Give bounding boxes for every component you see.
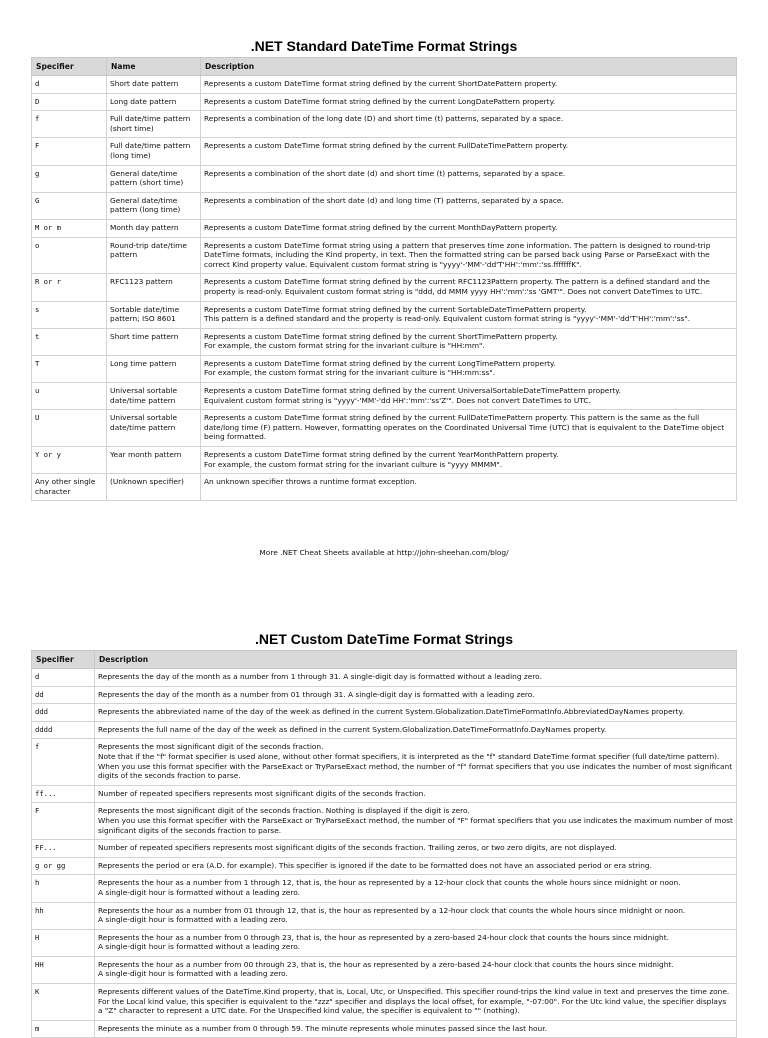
specifier-cell: Any other single character: [32, 474, 107, 501]
custom-title: .NET Custom DateTime Format Strings: [254, 631, 513, 647]
specifier-cell: t: [32, 328, 107, 355]
column-header-description: Description: [201, 58, 737, 76]
description-cell: Represents the day of the month as a number from 1 through 31. A single-digit day is formatted without a leading zero.: [95, 669, 737, 687]
description-cell: Represents a combination of the short date (d) and long time (T) patterns, separated by a space.: [201, 192, 737, 219]
description-cell: Number of repeated specifiers represents most significant digits of the seconds fraction. Trailing zeros, or two zero digits, are not displayed.: [95, 840, 737, 858]
description-cell: Represents a combination of the short date (d) and short time (t) patterns, separated by a space.: [201, 165, 737, 192]
table-row: [32, 902, 737, 929]
specifier-cell: HH: [32, 956, 95, 983]
name-cell: RFC1123 pattern: [107, 274, 201, 301]
description-cell: Represents a custom DateTime format string defined by the current MonthDayPattern property.: [201, 219, 737, 237]
name-cell: General date/time pattern (short time): [107, 165, 201, 192]
table-row: [32, 383, 737, 410]
table-row: [32, 857, 737, 875]
table-row: [32, 686, 737, 704]
specifier-cell: g or gg: [32, 857, 95, 875]
description-cell: Represents the most significant digit of the seconds fraction. Nothing is displayed if the digit is zero. When you use this format specifier with the ParseExact or TryParseExact method, the number of "F" format specifiers that you use indicates the maximum number of most significant digits of the seconds fraction to parse.: [95, 803, 737, 840]
table-row: [32, 192, 737, 219]
description-cell: Represents a custom DateTime format string defined by the current RFC1123Pattern property. The pattern is a defined standard and the property is read-only. Equivalent custom format string is "ddd, dd MMM yyyy HH':'mm':'ss 'GMT'". Does not convert DateTimes to UTC.: [201, 274, 737, 301]
specifier-cell: f: [32, 111, 107, 138]
specifier-cell: g: [32, 165, 107, 192]
specifier-cell: K: [32, 984, 95, 1021]
standard-title: .NET Standard DateTime Format Strings: [250, 38, 518, 54]
specifier-cell: m: [32, 1020, 95, 1038]
specifier-cell: T: [32, 355, 107, 382]
specifier-cell: d: [32, 76, 107, 94]
name-cell: Universal sortable date/time pattern: [107, 410, 201, 447]
specifier-cell: FF...: [32, 840, 95, 858]
description-cell: Represents a custom DateTime format string defined by the current UniversalSortableDateTimePattern property. Equivalent custom format string is "yyyy'-'MM'-'dd HH':'mm':'ss'Z'". Does not convert DateTimes to UTC.: [201, 383, 737, 410]
specifier-cell: R or r: [32, 274, 107, 301]
description-cell: Represents the hour as a number from 01 through 12, that is, the hour as represented by a 12-hour clock that counts the whole hours since midnight or noon. A single-digit hour is formatted with a leading zero.: [95, 902, 737, 929]
table-row: [32, 474, 737, 501]
table-row: [32, 138, 737, 165]
specifier-cell: u: [32, 383, 107, 410]
description-cell: Represents the full name of the day of the week as defined in the current System.Globalization.DateTimeFormatInfo.DayNames property.: [95, 721, 737, 739]
description-cell: Represents a custom DateTime format string defined by the current ShortDatePattern property.: [201, 76, 737, 94]
specifier-cell: dd: [32, 686, 95, 704]
table-row: [32, 669, 737, 687]
name-cell: Sortable date/time pattern; ISO 8601: [107, 301, 201, 328]
name-cell: General date/time pattern (long time): [107, 192, 201, 219]
column-header-specifier: Specifier: [32, 651, 95, 669]
description-cell: An unknown specifier throws a runtime format exception.: [201, 474, 737, 501]
name-cell: Round-trip date/time pattern: [107, 237, 201, 274]
table-row: [32, 165, 737, 192]
table-row: [32, 219, 737, 237]
name-cell: Month day pattern: [107, 219, 201, 237]
name-cell: Short date pattern: [107, 76, 201, 94]
name-cell: (Unknown specifier): [107, 474, 201, 501]
description-cell: Represents a custom DateTime format string defined by the current FullDateTimePattern property.: [201, 138, 737, 165]
specifier-cell: d: [32, 669, 95, 687]
table-row: [32, 93, 737, 111]
description-cell: Represents a combination of the long date (D) and short time (t) patterns, separated by a space.: [201, 111, 737, 138]
description-cell: Represents a custom DateTime format string defined by the current LongDatePattern property.: [201, 93, 737, 111]
table-row: [32, 785, 737, 803]
standard-format-table: [31, 57, 737, 501]
table-row: [32, 704, 737, 722]
description-cell: Represents the abbreviated name of the day of the week as defined in the current System.Globalization.DateTimeFormatInfo.AbbreviatedDayNames property.: [95, 704, 737, 722]
table-row: [32, 929, 737, 956]
specifier-cell: ff...: [32, 785, 95, 803]
specifier-cell: F: [32, 138, 107, 165]
table-row: [32, 76, 737, 94]
description-cell: Represents the hour as a number from 0 through 23, that is, the hour as represented by a zero-based 24-hour clock that counts the hours since midnight. A single-digit hour is formatted without a leading zero.: [95, 929, 737, 956]
table-row: [32, 410, 737, 447]
name-cell: Long time pattern: [107, 355, 201, 382]
description-cell: Represents a custom DateTime format string defined by the current YearMonthPattern property. For example, the custom format string for the invariant culture is "yyyy MMMM".: [201, 447, 737, 474]
table-row: [32, 721, 737, 739]
specifier-cell: s: [32, 301, 107, 328]
description-cell: Represents a custom DateTime format string defined by the current SortableDateTimePattern property. This pattern is a defined standard and the property is read-only. Equivalent custom format string is "yyyy'-'MM'-'dd'T'HH':'mm':'ss".: [201, 301, 737, 328]
specifier-cell: hh: [32, 902, 95, 929]
description-cell: Number of repeated specifiers represents most significant digits of the seconds fraction.: [95, 785, 737, 803]
table-row: [32, 840, 737, 858]
column-header-specifier: Specifier: [32, 58, 107, 76]
name-cell: Full date/time pattern (long time): [107, 138, 201, 165]
specifier-cell: ddd: [32, 704, 95, 722]
table-row: [32, 328, 737, 355]
footer-note: More .NET Cheat Sheets available at http://john-sheehan.com/blog/: [259, 548, 509, 557]
table-row: [32, 355, 737, 382]
description-cell: Represents the day of the month as a number from 01 through 31. A single-digit day is formatted with a leading zero.: [95, 686, 737, 704]
description-cell: Represents the minute as a number from 0 through 59. The minute represents whole minutes passed since the last hour.: [95, 1020, 737, 1038]
description-cell: Represents different values of the DateTime.Kind property, that is, Local, Utc, or Unspecified. This specifier round-trips the kind value in text and preserves the time zone. For the Local kind value, this specifier is equivalent to the "zzz" specifier and displays the local offset, for example, "-07:00". For the Utc kind value, the specifier displays a "Z" character to represent a UTC date. For the Unspecified kind value, the specifier is equivalent to "" (nothing).: [95, 984, 737, 1021]
specifier-cell: o: [32, 237, 107, 274]
specifier-cell: f: [32, 739, 95, 785]
table-row: [32, 447, 737, 474]
table-header-row: [32, 651, 737, 669]
table-row: [32, 1020, 737, 1038]
table-row: [32, 111, 737, 138]
name-cell: Full date/time pattern (short time): [107, 111, 201, 138]
specifier-cell: Y or y: [32, 447, 107, 474]
table-row: [32, 803, 737, 840]
name-cell: Year month pattern: [107, 447, 201, 474]
table-header-row: [32, 58, 737, 76]
description-cell: Represents the period or era (A.D. for example). This specifier is ignored if the date to be formatted does not have an associated period or era string.: [95, 857, 737, 875]
specifier-cell: G: [32, 192, 107, 219]
specifier-cell: U: [32, 410, 107, 447]
specifier-cell: H: [32, 929, 95, 956]
specifier-cell: F: [32, 803, 95, 840]
specifier-cell: M or m: [32, 219, 107, 237]
table-row: [32, 237, 737, 274]
table-row: [32, 739, 737, 785]
specifier-cell: dddd: [32, 721, 95, 739]
name-cell: Short time pattern: [107, 328, 201, 355]
specifier-cell: D: [32, 93, 107, 111]
table-row: [32, 875, 737, 902]
table-row: [32, 301, 737, 328]
description-cell: Represents the hour as a number from 00 through 23, that is, the hour as represented by a zero-based 24-hour clock that counts the hours since midnight. A single-digit hour is formatted with a leading zero.: [95, 956, 737, 983]
specifier-cell: h: [32, 875, 95, 902]
table-row: [32, 956, 737, 983]
description-cell: Represents the hour as a number from 1 through 12, that is, the hour as represented by a 12-hour clock that counts the whole hours since midnight or noon. A single-digit hour is formatted without a leading zero.: [95, 875, 737, 902]
description-cell: Represents a custom DateTime format string defined by the current FullDateTimePattern property. This pattern is the same as the full date/long time (F) pattern. However, formatting operates on the Coordinated Universal Time (UTC) that is equivalent to the DateTime object being formatted.: [201, 410, 737, 447]
table-row: [32, 984, 737, 1021]
column-header-name: Name: [107, 58, 201, 76]
name-cell: Long date pattern: [107, 93, 201, 111]
table-row: [32, 274, 737, 301]
description-cell: Represents the most significant digit of the seconds fraction. Note that if the "f" format specifier is used alone, without other format specifiers, it is interpreted as the "f" standard DateTime format specifier (full date/time pattern). When you use this format specifier with the ParseExact or TryParseExact method, the number of "f" format specifiers that you use indicates the number of most significant digits of the seconds fraction to parse.: [95, 739, 737, 785]
description-cell: Represents a custom DateTime format string defined by the current ShortTimePattern property. For example, the custom format string for the invariant culture is "HH:mm".: [201, 328, 737, 355]
column-header-description: Description: [95, 651, 737, 669]
name-cell: Universal sortable date/time pattern: [107, 383, 201, 410]
description-cell: Represents a custom DateTime format string defined by the current LongTimePattern property. For example, the custom format string for the invariant culture is "HH:mm:ss".: [201, 355, 737, 382]
description-cell: Represents a custom DateTime format string using a pattern that preserves time zone information. The pattern is designed to round-trip DateTime formats, including the Kind property, in text. Then the formatted string can be parsed back using Parse or ParseExact with the correct Kind property value. Equivalent custom format string is "yyyy'-'MM'-'dd'T'HH':'mm':'ss.fffffffK".: [201, 237, 737, 274]
custom-format-table: [31, 650, 737, 1038]
